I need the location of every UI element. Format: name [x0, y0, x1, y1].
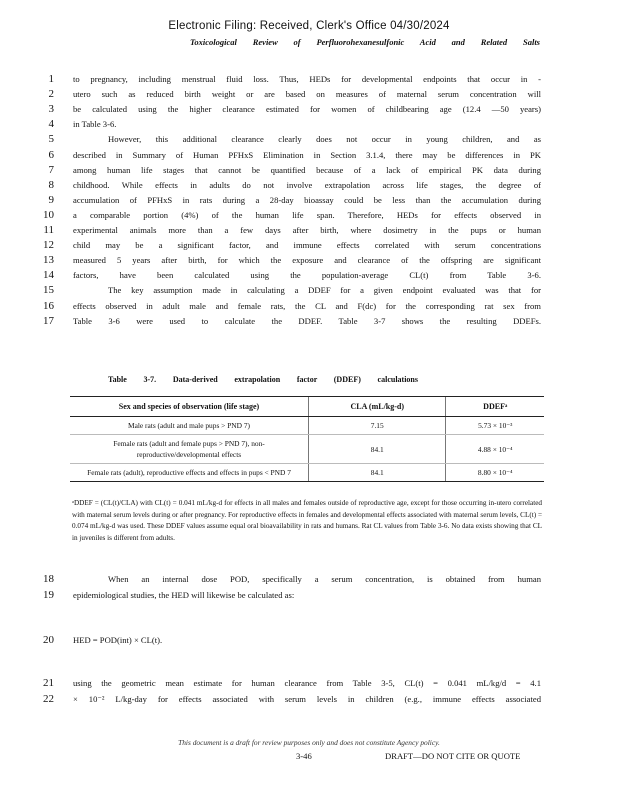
text-line: [0, 134, 618, 149]
text-line: [0, 210, 618, 225]
line-text: accumulation of PFHxS in rats during a 28-day bioassay could be less than the accumulation during: [73, 194, 541, 205]
footer-disclaimer: This document is a draft for review purposes only and does not constitute Agency policy.: [178, 738, 440, 747]
line-text: child may be a significant factor, and immune effects correlated with serum concentrations: [73, 240, 541, 251]
text-line: [0, 180, 618, 195]
line-text: × 10⁻² L/kg-day for effects associated with serum levels in children (e.g., immune effects associated: [73, 694, 541, 704]
text-line: [0, 574, 618, 589]
text-line: [0, 301, 618, 316]
line-text: When an internal dose POD, specifically a serum concentration, is obtained from human: [108, 574, 541, 584]
table-footnote: ᵃDDEF = (CL(t)/CLA) with CL(t) = 0.041 mL/kg-d for effects in all males and females outside of reproductive age, except for those occurring in-utero correlated with maternal serum levels during or after pregnancy. For reproductive effects in females and developmental effects associated with maternal serum levels, CL(t) = 0.074 mL/kg-d was used. These DDEF values assume equal oral bioavailability in rats and humans. Rat CL values from Table 3-6. No data exists showing that CL in juveniles is different from adults.: [72, 499, 542, 542]
line-text: Table 3-6 were used to calculate the DDEF. Table 3-7 shows the resulting DDEFs.: [73, 315, 541, 326]
text-line: [0, 694, 618, 709]
col-header-species: Sex and species of observation (life stage): [70, 397, 309, 417]
cell-species: Female rats (adult and female pups > PND 7), non-reproductive/developmental effects: [70, 435, 309, 464]
col-header-cla: CLA (mL/kg-d): [309, 397, 446, 417]
line-number: 6: [48, 148, 54, 161]
page-number: 3-46: [296, 751, 312, 761]
line-number: 14: [43, 269, 54, 282]
line-text: However, this additional clearance clearly does not occur in young children, and as: [108, 134, 541, 145]
equation-text: HED = POD(int) × CL(t).: [73, 635, 163, 645]
text-line: [0, 270, 618, 285]
line-text: to pregnancy, including menstrual fluid loss. Thus, HEDs for developmental endpoints that occur in -: [73, 74, 541, 84]
line-number: 11: [43, 224, 54, 236]
text-line: [0, 104, 618, 119]
cell-ddef: 8.80 × 10⁻⁴: [446, 464, 544, 482]
line-number: 10: [43, 208, 54, 221]
line-text: childhood. While effects in adults do not involve extrapolation across life stages, the degree of: [73, 179, 541, 190]
line-text: epidemiological studies, the HED will likewise be calculated as:: [73, 590, 295, 600]
text-line: [0, 195, 618, 210]
text-line: [0, 240, 618, 255]
text-line: [0, 74, 618, 89]
line-number: 3: [48, 103, 54, 116]
text-line: [0, 89, 618, 104]
line-number: 4: [48, 118, 54, 131]
line-number: 15: [43, 284, 54, 297]
table-caption-text: Table 3-7. Data-derived extrapolation factor (DDEF) calculations: [108, 375, 418, 384]
line-text: described in Summary of Human PFHxS Elimination in Section 3.1.4, there may be differences in PK: [73, 149, 541, 160]
cell-cla: 84.1: [309, 464, 446, 482]
line-text: measured 5 years after birth, for which the exposure and clearance of the offspring are significant: [73, 255, 541, 266]
cell-species: Female rats (adult), reproductive effects and effects in pups < PND 7: [70, 464, 309, 482]
table-header-row: [70, 397, 544, 417]
line-number: 7: [48, 163, 54, 176]
line-number: 12: [43, 239, 54, 252]
cell-cla: 7.15: [309, 417, 446, 435]
line-number: 18: [43, 573, 54, 585]
line-number: 8: [48, 178, 54, 191]
line-text: among human life stages that cannot be quantified because of a lack of empirical PK data during: [73, 164, 541, 175]
text-line: [0, 285, 618, 300]
line-number: 20: [43, 634, 54, 646]
text-line: [0, 165, 618, 180]
line-text: The key assumption made in calculating a DDEF for a given endpoint evaluated was that for: [108, 285, 541, 296]
text-line: [0, 150, 618, 165]
line-number: 13: [43, 254, 54, 267]
line-text: using the geometric mean estimate for human clearance from Table 3-5, CL(t) = 0.041 mL/kg/d = 4.1: [73, 678, 541, 688]
ddef-table: [70, 396, 544, 482]
line-text: in Table 3-6.: [73, 119, 117, 130]
line-number: 21: [43, 677, 54, 689]
draft-notice: DRAFT—DO NOT CITE OR QUOTE: [385, 751, 521, 761]
text-line: [0, 590, 618, 605]
text-line: [0, 316, 618, 331]
line-text: utero such as reduced birth weight or are based on measures of maternal serum concentration will: [73, 89, 541, 100]
line-number: 5: [48, 133, 54, 146]
line-text: be calculated using the higher clearance estimated for women of childbearing age (12.4 —50 years): [73, 104, 541, 115]
line-number: 9: [48, 193, 54, 206]
line-number: 1: [48, 73, 54, 85]
line-number: 16: [43, 299, 54, 312]
text-line: [0, 678, 618, 693]
line-text: a comparable portion (4%) of the human life span. Therefore, HEDs for effects observed in: [73, 209, 541, 220]
cell-ddef: 4.88 × 10⁻⁴: [446, 435, 544, 464]
table-caption: [108, 375, 418, 384]
cell-species: Male rats (adult and male pups > PND 7): [70, 417, 309, 435]
running-title-text: Toxicological Review of Perfluorohexanesulfonic Acid and Related Salts: [190, 37, 540, 47]
equation-line: [0, 635, 618, 650]
cell-cla: 84.1: [309, 435, 446, 464]
line-number: 19: [43, 589, 54, 601]
line-number: 2: [48, 88, 54, 101]
text-line: [0, 119, 618, 134]
col-header-ddef: DDEFᵃ: [446, 397, 544, 417]
line-number: 17: [43, 314, 54, 327]
table-row: [70, 417, 544, 435]
running-title: [190, 37, 540, 47]
line-text: effects observed in adult male and female rats, the CL and F(dc) for the corresponding rat sex from: [73, 300, 541, 311]
filing-stamp: Electronic Filing: Received, Clerk's Office 04/30/2024: [168, 20, 450, 32]
table-row: [70, 464, 544, 482]
line-number: 22: [43, 693, 54, 705]
line-text: factors, have been calculated using the population-average CL(t) from Table 3-6.: [73, 270, 541, 281]
text-line: [0, 255, 618, 270]
cell-ddef: 5.73 × 10⁻³: [446, 417, 544, 435]
line-text: experimental animals more than a few days after birth, where dosimetry in the pups or human: [73, 225, 541, 235]
text-line: [0, 225, 618, 240]
table-row: [70, 435, 544, 464]
